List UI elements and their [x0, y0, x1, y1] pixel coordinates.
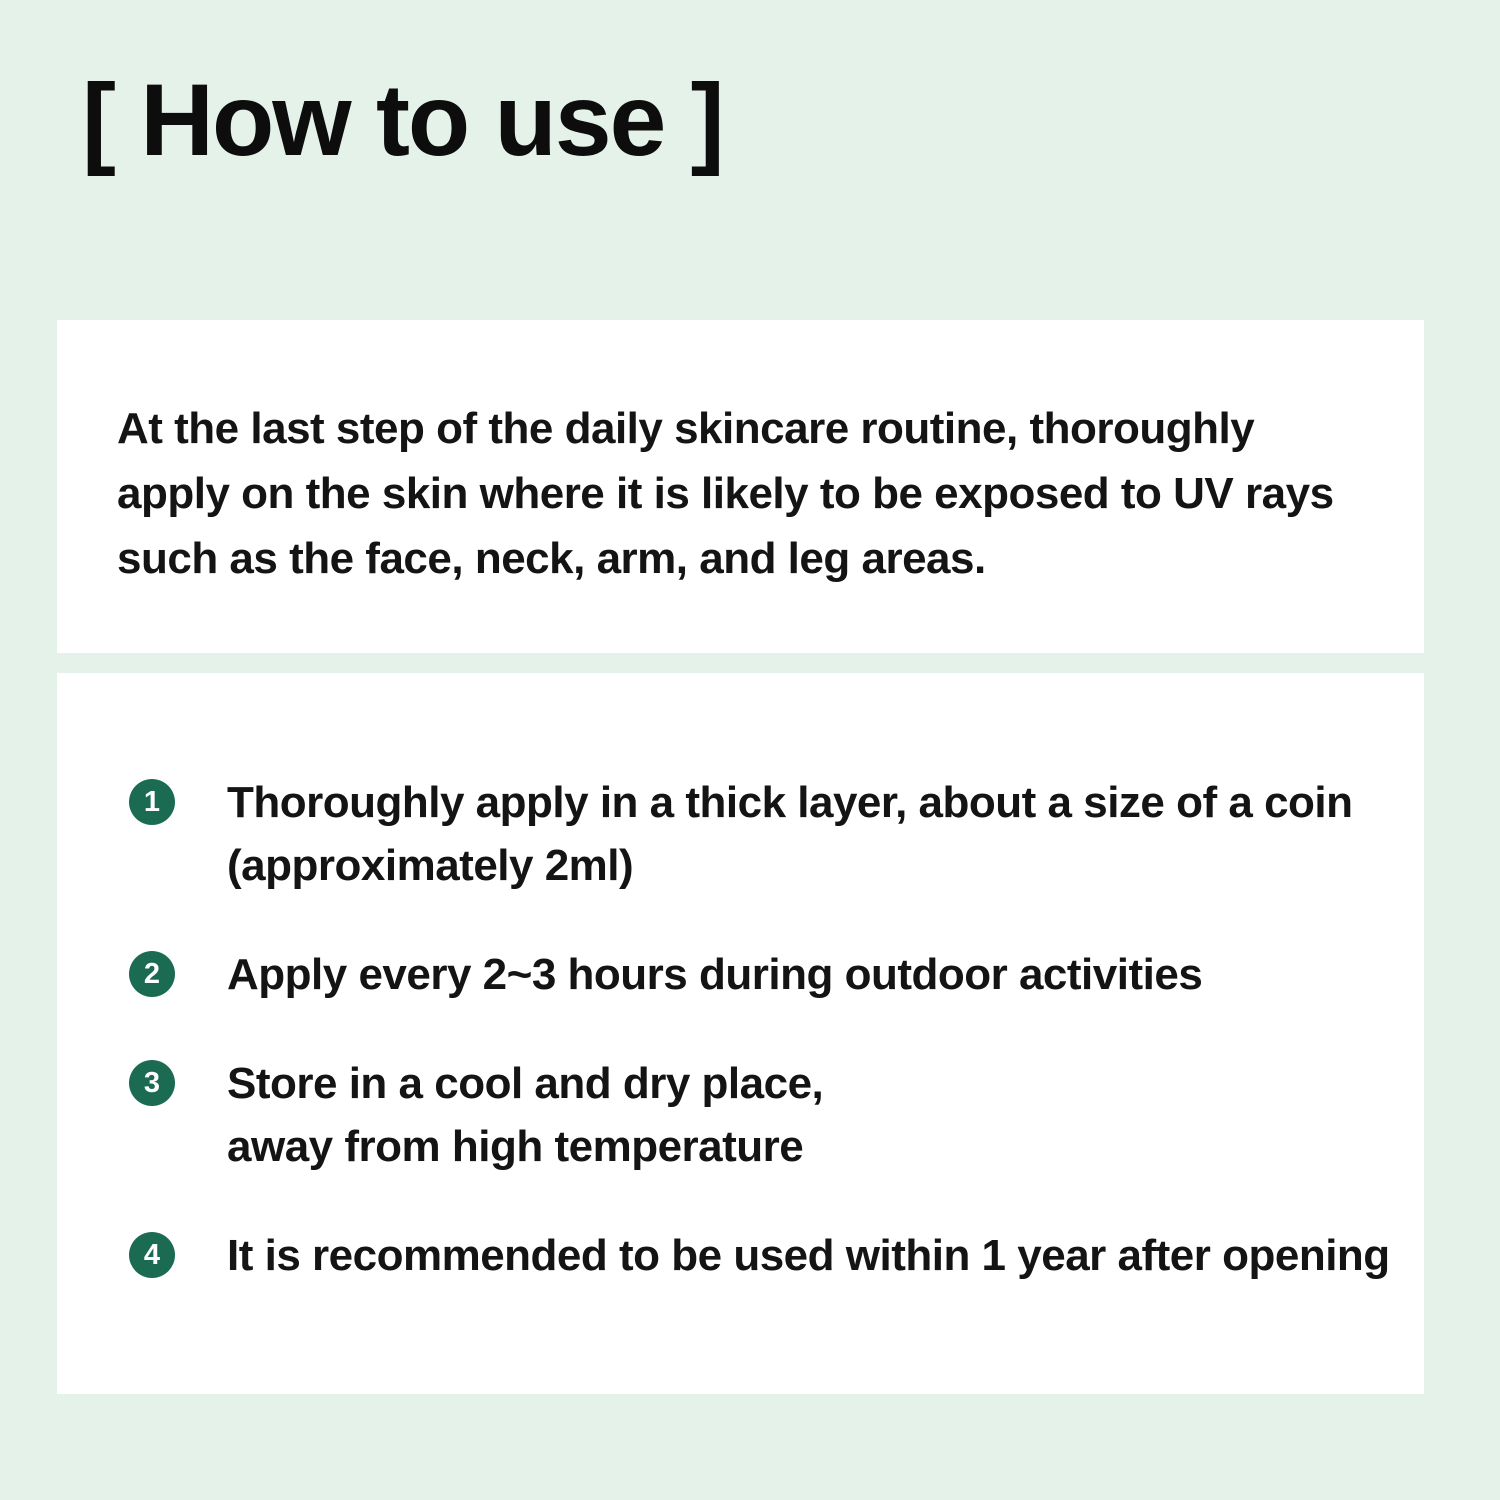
step-number-badge: 3 — [129, 1060, 175, 1106]
step-text: Thoroughly apply in a thick layer, about a size of a coin (approximately 2ml) — [227, 778, 1353, 890]
step-number-badge: 2 — [129, 951, 175, 997]
step-number-badge: 1 — [129, 779, 175, 825]
step-number-badge: 4 — [129, 1232, 175, 1278]
steps-list — [129, 771, 1394, 1287]
step-item-4 — [129, 1224, 1394, 1287]
intro-text: At the last step of the daily skincare routine, thoroughly apply on the skin where it is likely to be exposed to UV rays such as the face, neck, arm, and leg areas. — [117, 404, 1334, 583]
step-item-3 — [129, 1052, 1394, 1178]
step-text: Store in a cool and dry place, away from high temperature — [227, 1059, 824, 1171]
step-item-1 — [129, 771, 1394, 897]
step-text: Apply every 2~3 hours during outdoor activities — [227, 950, 1203, 999]
page-title: [ How to use ] — [82, 63, 723, 177]
intro-card — [57, 320, 1424, 653]
step-text: It is recommended to be used within 1 year after opening — [227, 1231, 1390, 1280]
steps-card — [57, 673, 1424, 1394]
step-item-2 — [129, 943, 1394, 1006]
